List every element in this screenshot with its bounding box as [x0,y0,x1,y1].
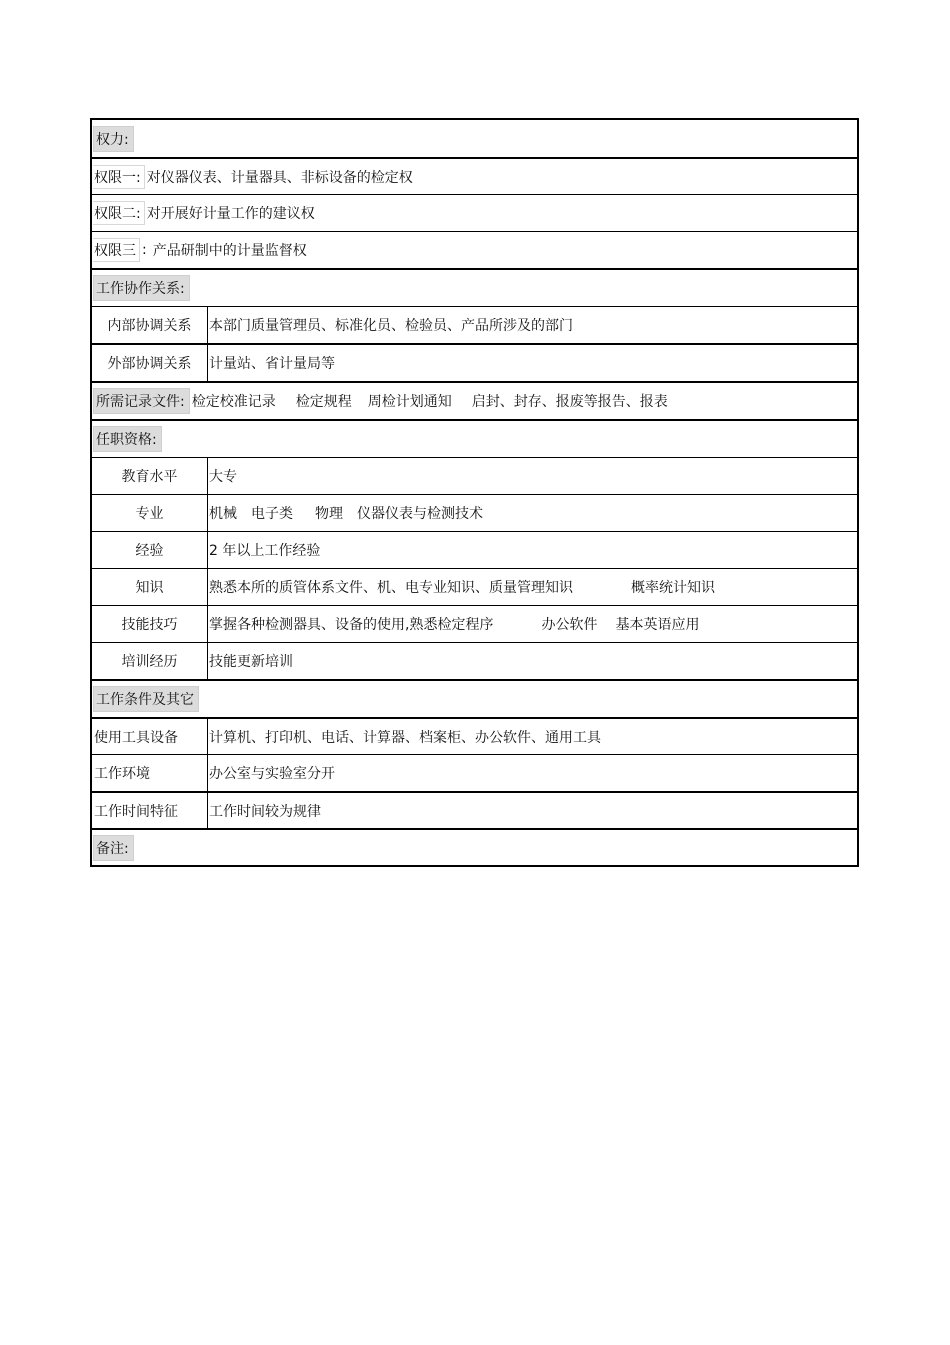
authority-label-1: 权限一: [93,165,145,189]
training-label: 培训经历 [92,643,208,679]
notes-row [92,828,857,865]
job-description-form [90,118,859,867]
collaboration-header: 工作协作关系: [93,275,190,301]
environment-label: 工作环境 [92,755,208,791]
authority-header: 权力: [93,126,134,152]
internal-coordination-label: 内部协调关系 [92,307,208,343]
internal-coordination-value: 本部门质量管理员、标准化员、检验员、产品所涉及的部门 [209,318,573,334]
authority-header-row [92,120,857,157]
collaboration-header-row [92,268,857,306]
knowledge-label: 知识 [92,569,208,605]
hours-label: 工作时间特征 [92,793,208,828]
hours-row [92,791,857,828]
records-item-2: 检定规程 [295,394,352,410]
internal-coordination-row [92,306,857,343]
skills-value-1: 掌握各种检测器具、设备的使用,熟悉检定程序 [209,617,494,633]
conditions-header-row [92,679,857,717]
qualifications-header: 任职资格: [93,426,162,452]
hours-value: 工作时间较为规律 [209,803,321,820]
training-value: 技能更新培训 [209,654,293,670]
records-item-1: 检定校准记录 [191,394,276,410]
experience-label: 经验 [92,532,208,568]
major-item-1: 机械 [209,506,237,522]
conditions-header: 工作条件及其它 [93,686,199,712]
knowledge-value-2: 概率统计知识 [631,580,715,596]
major-item-3: 物理 [315,506,343,522]
major-item-2: 电子类 [251,506,293,522]
knowledge-value-1: 熟悉本所的质管体系文件、机、电专业知识、质量管理知识 [209,580,573,596]
qualifications-header-row [92,419,857,457]
environment-row [92,754,857,791]
major-label: 专业 [92,495,208,531]
education-row [92,457,857,494]
external-coordination-label: 外部协调关系 [92,345,208,381]
education-value: 大专 [209,469,237,485]
external-coordination-value: 计量站、省计量局等 [209,356,335,372]
authority-row-3 [92,231,857,268]
skills-label: 技能技巧 [92,606,208,642]
authority-row-2 [92,194,857,231]
education-label: 教育水平 [92,458,208,494]
authority-label-3: 权限三 [93,238,140,262]
training-row [92,642,857,679]
knowledge-row [92,568,857,605]
records-item-4: 启封、封存、报废等报告、报表 [471,394,668,410]
records-item-3: 周检计划通知 [367,394,452,410]
major-row [92,494,857,531]
tools-value: 计算机、打印机、电话、计算器、档案柜、办公软件、通用工具 [209,729,601,746]
records-label: 所需记录文件: [93,388,190,414]
tools-label: 使用工具设备 [92,719,208,754]
authority-row-1 [92,157,857,194]
skills-value-2: 办公软件 [541,617,598,633]
major-item-4: 仪器仪表与检测技术 [357,506,483,522]
environment-value: 办公室与实验室分开 [209,766,335,782]
authority-label-2: 权限二: [93,201,145,225]
authority-sep-3: : [142,242,147,258]
authority-text-1: 对仪器仪表、计量器具、非标设备的检定权 [146,169,413,186]
external-coordination-row [92,343,857,381]
skills-value-3: 基本英语应用 [615,617,700,633]
authority-text-3: 产品研制中的计量监督权 [152,243,307,259]
skills-row [92,605,857,642]
authority-text-2: 对开展好计量工作的建议权 [146,206,315,222]
tools-row [92,717,857,754]
experience-value: 2 年以上工作经验 [209,543,321,559]
records-row [92,381,857,419]
notes-label: 备注: [93,835,134,861]
experience-row [92,531,857,568]
